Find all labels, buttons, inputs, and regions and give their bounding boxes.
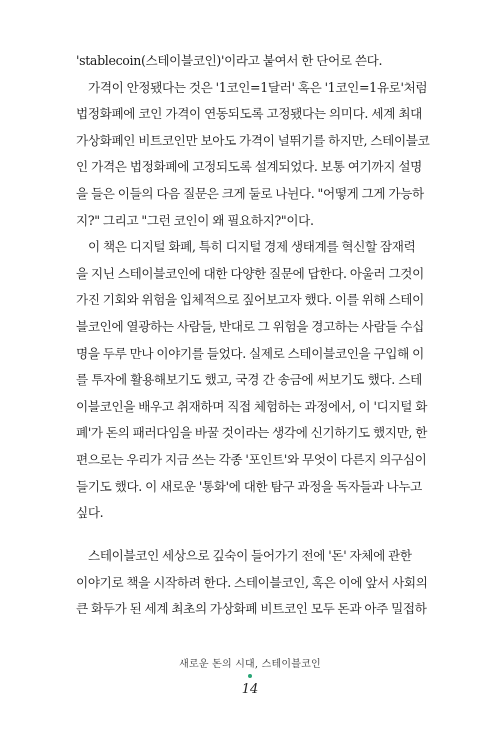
body-text-block-2 xyxy=(76,543,428,623)
paragraph-start-line: 가격이 안정됐다는 것은 '1코인=1달러' 혹은 '1코인=1유로'처럼 xyxy=(88,79,428,95)
text-line: 가상화폐인 비트코인만 보아도 가격이 널뛰기를 하지만, 스테이블코 xyxy=(76,132,430,148)
dot-ornament-icon xyxy=(248,674,252,678)
text-line: 편으로는 우리가 지금 쓰는 각종 '포인트'와 무엇이 다른지 의구심이 xyxy=(76,451,427,467)
body-text-block-1 xyxy=(76,48,430,527)
text-line: 인 가격은 법정화폐에 고정되도록 설계되었다. 보통 여기까지 설명 xyxy=(76,159,422,175)
paragraph-start-line: 스테이블코인 세상으로 깊숙이 들어가기 전에 '돈' 자체에 관한 xyxy=(88,548,412,563)
text-line: 폐'가 돈의 패러다임을 바꿀 것이라는 생각에 신기하기도 했지만, 한 xyxy=(76,425,428,441)
text-line: 가진 기회와 위험을 입체적으로 짚어보고자 했다. 이를 위해 스테이 xyxy=(76,292,424,308)
text-line: 명을 두루 만나 이야기를 들었다. 실제로 스테이블코인을 구입해 이 xyxy=(76,345,424,361)
text-line: 블코인에 열광하는 사람들, 반대로 그 위험을 경고하는 사람들 수십 xyxy=(76,318,424,334)
text-line: 을 들은 이들의 다음 질문은 크게 둘로 나뉜다. "어떻게 그게 가능하 xyxy=(76,185,424,201)
text-line: 법정화폐에 코인 가격이 연동되도록 고정됐다는 의미다. 세계 최대 xyxy=(76,106,422,122)
page-number: 14 xyxy=(241,682,259,697)
text-line: 'stablecoin(스테이블코인)'이라고 붙여서 한 단어로 쓴다. xyxy=(76,53,383,68)
text-line: 큰 화두가 된 세계 최초의 가상화폐 비트코인 모두 돈과 아주 밀접하 xyxy=(76,601,427,617)
running-title: 새로운 돈의 시대, 스테이블코인 xyxy=(179,659,321,670)
text-line: 를 투자에 활용해보기도 했고, 국경 간 송금에 써보기도 했다. 스테 xyxy=(76,372,422,388)
text-line: 지?" 그리고 "그런 코인이 왜 필요하지?"이다. xyxy=(76,212,314,228)
text-line: 이야기로 책을 시작하려 한다. 스테이블코인, 혹은 이에 앞서 사회의 xyxy=(76,574,428,590)
paragraph-start-line: 이 책은 디지털 화폐, 특히 디지털 경제 생태계를 혁신할 잠재력 xyxy=(88,239,416,255)
text-line: 이블코인을 배우고 취재하며 직접 체험하는 과정에서, 이 '디지털 화 xyxy=(76,398,428,414)
text-line: 싶다. xyxy=(76,505,104,521)
text-line: 들기도 했다. 이 새로운 '통화'에 대한 탐구 과정을 독자들과 나누고 xyxy=(76,478,422,494)
text-line: 을 지닌 스테이블코인에 대한 다양한 질문에 답한다. 아울러 그것이 xyxy=(76,265,424,281)
